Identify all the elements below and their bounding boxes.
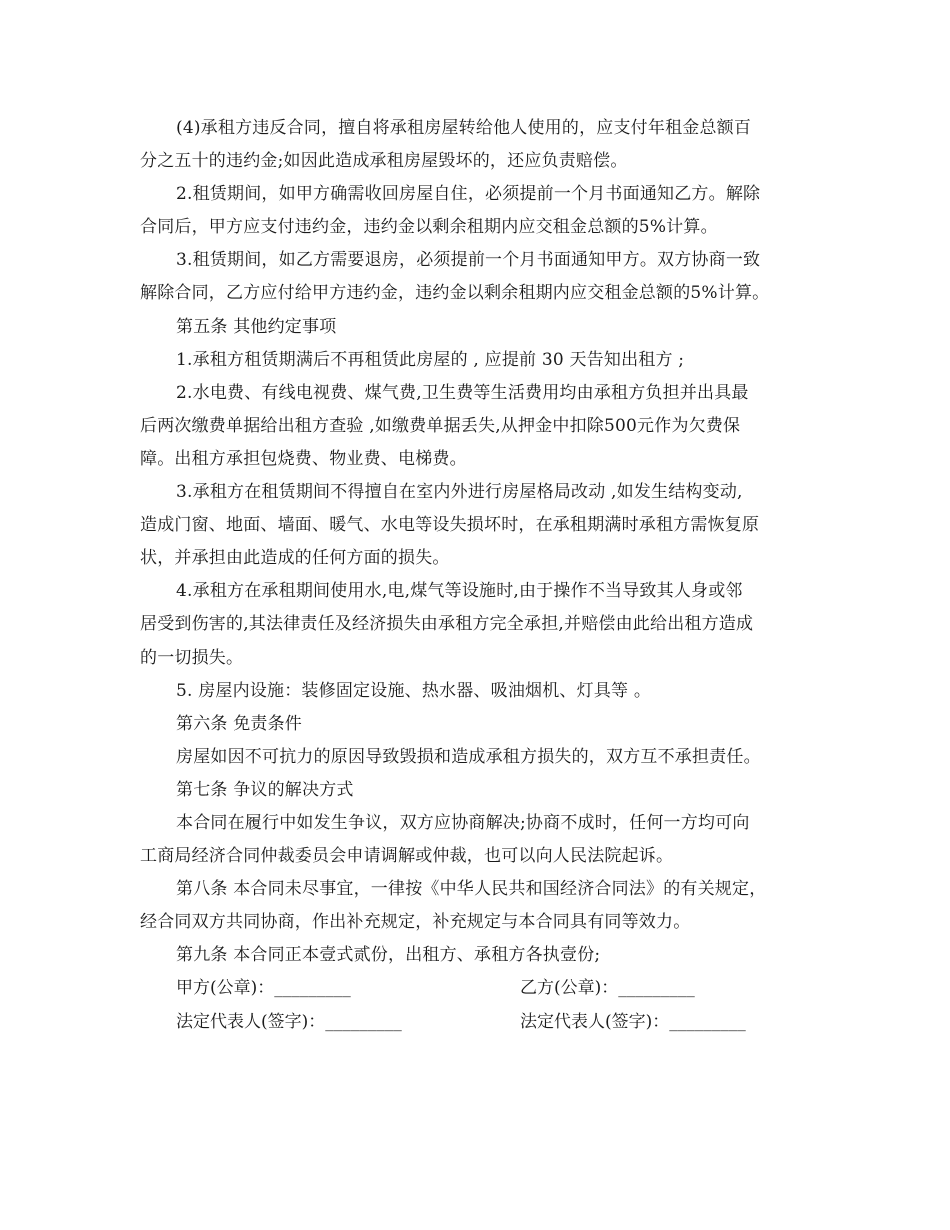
text-line: 2.水电费、有线电视费、煤气费,卫生费等生活费用均由承租方负担并出具最 bbox=[176, 382, 749, 403]
text-line: 经合同双方共同协商，作出补充规定，补充规定与本合同具有同等效力。 bbox=[140, 912, 691, 933]
text-line: 本合同在履行中如发生争议，双方应协商解决;协商不成时，任何一方均可向 bbox=[176, 812, 750, 833]
signature-row bbox=[140, 972, 820, 1005]
text-line: 的一切损失。 bbox=[140, 647, 244, 668]
text-line: 合同后，甲方应支付违约金，违约金以剩余租期内应交租金总额的5%计算。 bbox=[140, 217, 718, 238]
text-line: 第八条 本合同未尽事宜，一律按《中华人民共和国经济合同法》的有关规定， bbox=[176, 879, 767, 900]
text-line: 分之五十的违约金;如因此造成承租房屋毁坏的，还应负责赔偿。 bbox=[140, 151, 628, 172]
signature-party-a: 法定代表人(签字)：_________ bbox=[176, 1011, 402, 1032]
text-line: 第七条 争议的解决方式 bbox=[176, 779, 354, 800]
text-line: 2.租赁期间，如甲方确需收回房屋自住，必须提前一个月书面通知乙方。解除 bbox=[176, 184, 761, 205]
text-line: 工商局经济合同仲裁委员会申请调解或仲裁，也可以向人民法院起诉。 bbox=[140, 846, 674, 867]
text-line: 解除合同，乙方应付给甲方违约金，违约金以剩余租期内应交租金总额的5%计算。 bbox=[140, 283, 770, 304]
text-line: (4)承租方违反合同，擅自将承租房屋转给他人使用的，应支付年租金总额百 bbox=[176, 118, 752, 138]
text-line: 第六条 免责条件 bbox=[176, 713, 303, 734]
text-line: 第九条 本合同正本壹式贰份，出租方、承租方各执壹份; bbox=[176, 945, 601, 966]
text-line: 状，并承担由此造成的任何方面的损失。 bbox=[140, 548, 450, 569]
text-line: 1.承租方租赁期满后不再租赁此房屋的 , 应提前 30 天告知出租方 ; bbox=[176, 349, 685, 370]
text-line: 房屋如因不可抗力的原因导致毁损和造成承租方损失的，双方互不承担责任。 bbox=[176, 746, 761, 767]
text-line: 3.租赁期间，如乙方需要退房，必须提前一个月书面通知甲方。双方协商一致 bbox=[176, 250, 761, 271]
text-line: 后两次缴费单据给出租方查验 ,如缴费单据丢失,从押金中扣除500元作为欠费保 bbox=[140, 415, 741, 436]
text-line: 第五条 其他约定事项 bbox=[176, 316, 337, 337]
signature-row bbox=[140, 1006, 820, 1039]
signature-party-a: 甲方(公章)：_________ bbox=[176, 978, 351, 999]
text-line: 3.承租方在租赁期间不得擅自在室内外进行房屋格局改动 ,如发生结构变动, bbox=[176, 482, 743, 503]
signature-party-b: 法定代表人(签字)：_________ bbox=[520, 1011, 746, 1032]
text-line: 5. 房屋内设施：装修固定设施、热水器、吸油烟机、灯具等 。 bbox=[176, 680, 652, 701]
document-body bbox=[140, 112, 820, 1039]
text-line: 障。出租方承担包烧费、物业费、电梯费。 bbox=[140, 448, 467, 469]
text-line: 4.承租方在承租期间使用水,电,煤气等设施时,由于操作不当导致其人身或邻 bbox=[176, 581, 743, 602]
text-line: 造成门窗、地面、墙面、暖气、水电等设失损坏时，在承租期满时承租方需恢复原 bbox=[140, 515, 760, 536]
text-line: 居受到伤害的,其法律责任及经济损失由承租方完全承担,并赔偿由此给出租方造成 bbox=[140, 614, 754, 635]
signature-party-b: 乙方(公章)：_________ bbox=[520, 978, 695, 999]
